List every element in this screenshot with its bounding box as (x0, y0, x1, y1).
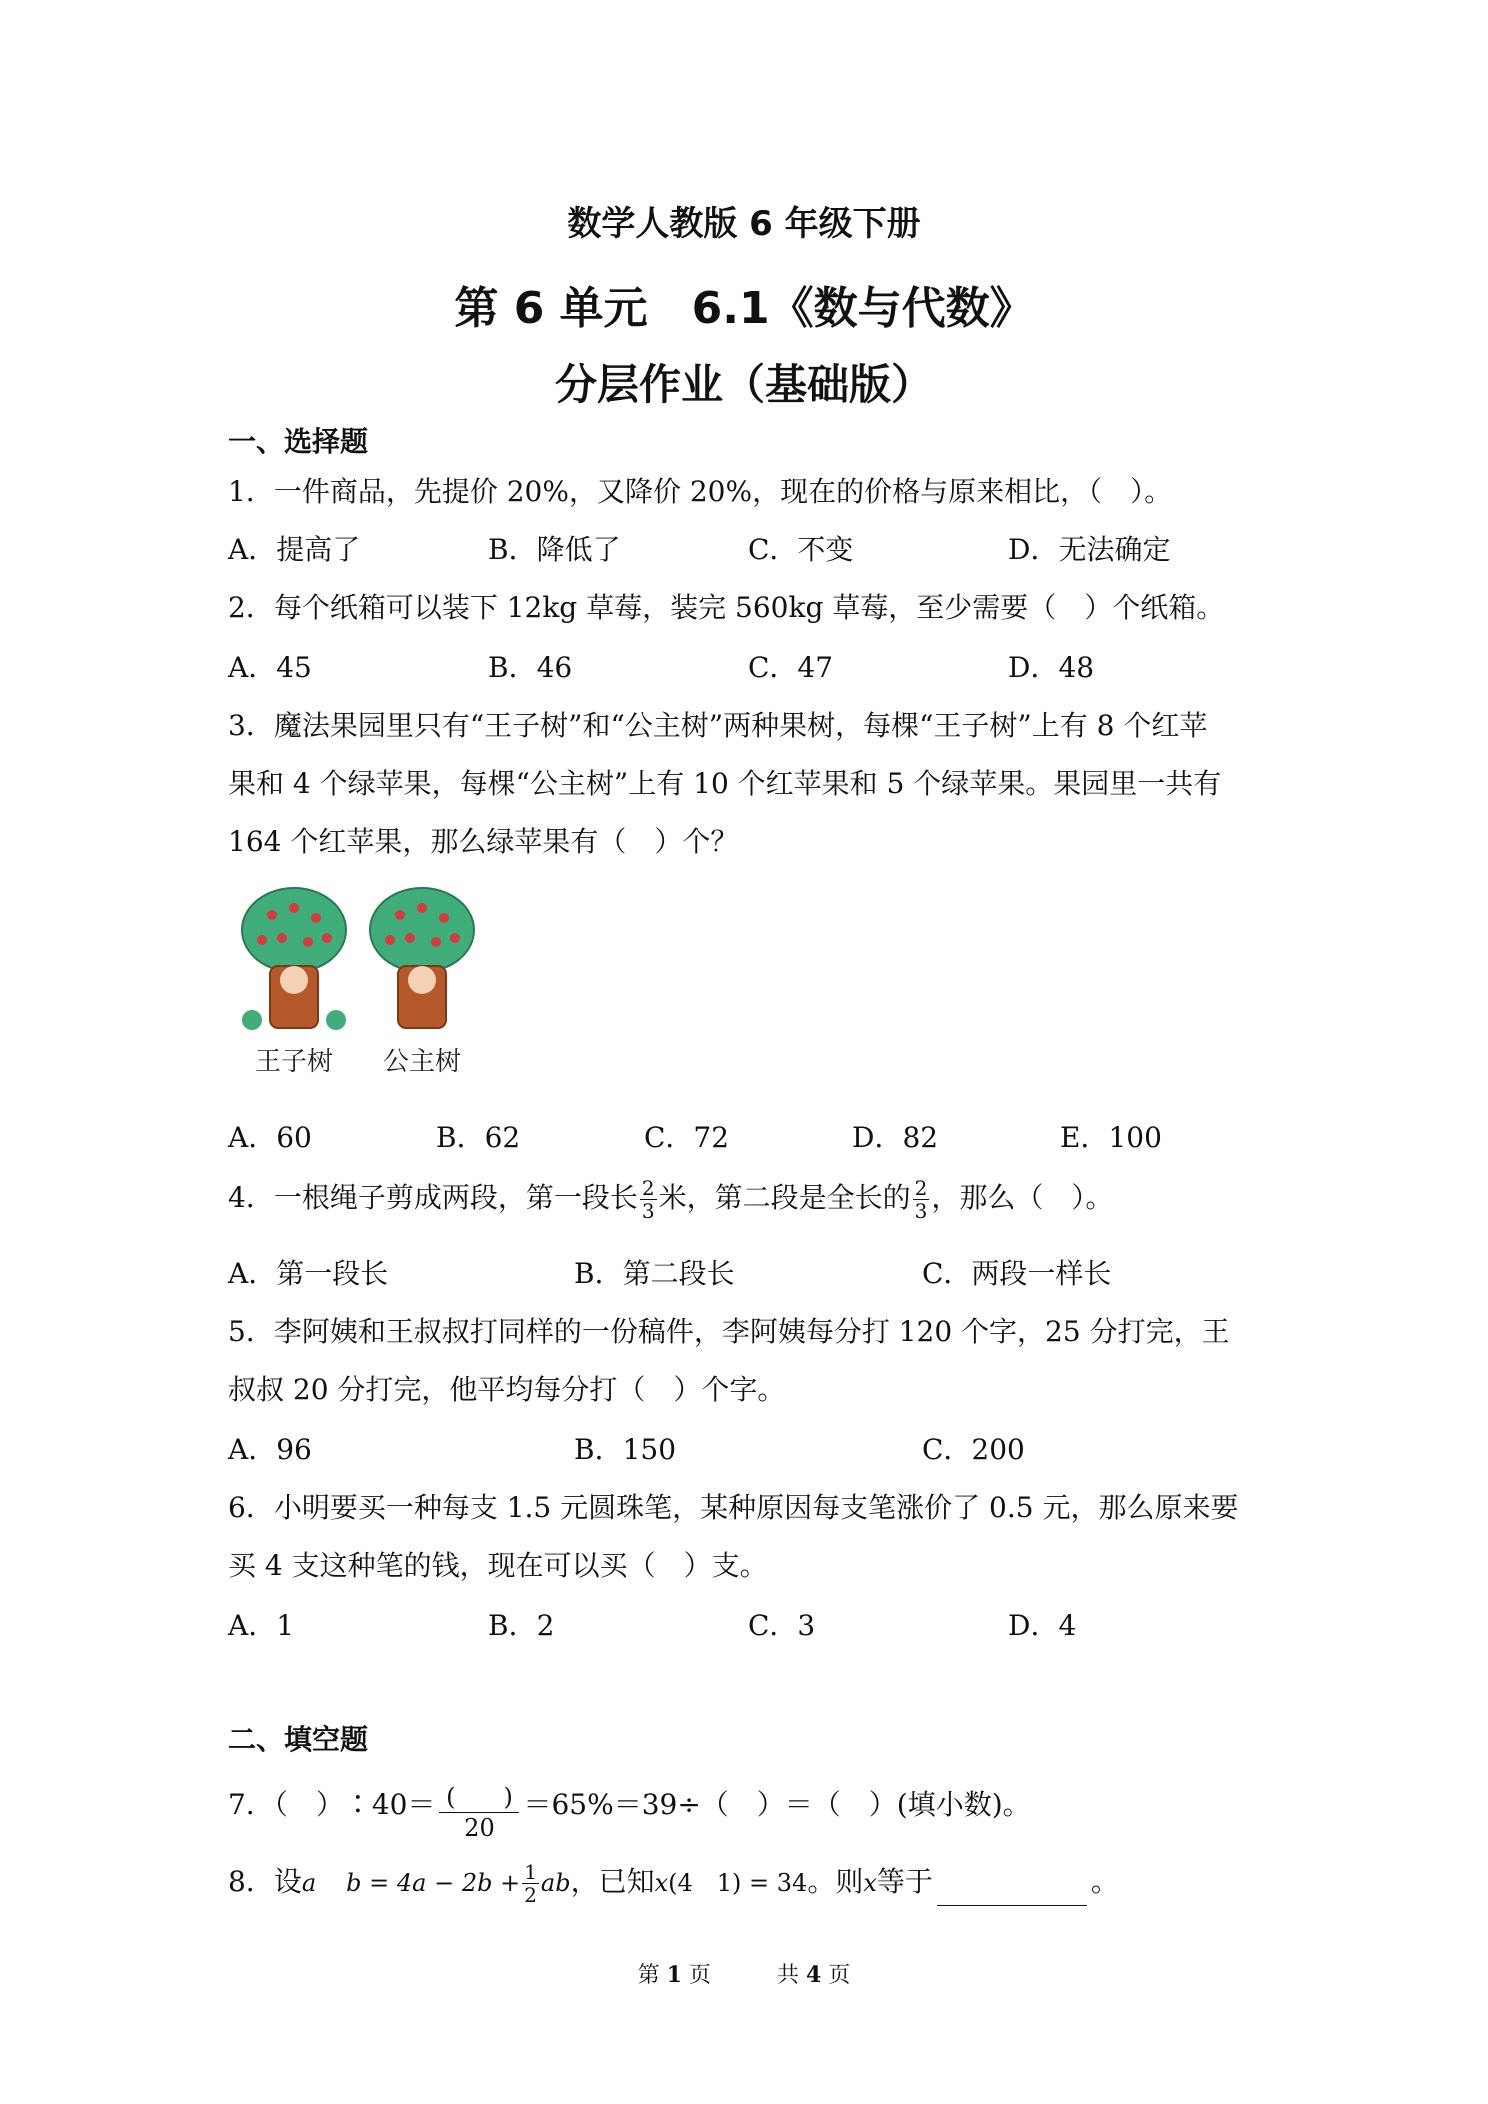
q2-option-b: B．46 (488, 651, 573, 684)
version-title: 分层作业（基础版） (554, 360, 933, 409)
question-7 (228, 1776, 1031, 1842)
q8-var-x-2: x (863, 1869, 877, 1897)
question-8 (228, 1860, 1119, 1906)
q8-var-a: a (301, 1869, 317, 1897)
question-3-line-3: 164 个红苹果，那么绿苹果有（ ）个？ (228, 825, 739, 858)
q4-text-3: ，那么（ ）。 (931, 1181, 1114, 1214)
q5-option-a: A．96 (228, 1433, 312, 1466)
q8-expression-2: ab (540, 1869, 571, 1897)
q1-option-c: C．不变 (748, 533, 854, 566)
page-number: 1 (666, 1962, 682, 1988)
question-6-line-2: 买 4 支这种笔的钱，现在可以买（ ）支。 (228, 1549, 768, 1582)
question-2: 2．每个纸箱可以装下 12kg 草莓，装完 560kg 草莓，至少需要（ ）个纸箱。 (228, 591, 1225, 624)
q3-option-e: E．100 (1060, 1121, 1162, 1154)
q8-var-x: x (654, 1869, 669, 1897)
q8-text-3: 。则 (807, 1865, 864, 1898)
q7-text-2: ＝65%＝39÷（ ）＝（ ）(填小数)。 (523, 1788, 1031, 1821)
question-3-line-1: 3．魔法果园里只有“王子树”和“公主树”两种果树，每棵“王子树”上有 8 个红苹 (228, 709, 1208, 742)
q4-option-a: A．第一段长 (228, 1257, 389, 1290)
q8-text-4: 等于 (876, 1865, 933, 1898)
q4-option-c: C．两段一样长 (922, 1257, 1112, 1290)
footer-mid: 页 共 (688, 1963, 799, 1988)
q1-option-d: D．无法确定 (1008, 533, 1171, 566)
section-choice-heading: 一、选择题 (228, 425, 369, 458)
trees-illustration (232, 880, 492, 1090)
q8-text-2: ，已知 (570, 1865, 655, 1898)
q6-option-b: B．2 (488, 1609, 555, 1642)
q3-option-d: D．82 (852, 1121, 939, 1154)
question-3-line-2: 果和 4 个绿苹果，每棵“公主树”上有 10 个红苹果和 5 个绿苹果。果园里一共有 (228, 767, 1222, 800)
q1-option-b: B．降低了 (488, 533, 621, 566)
question-6-line-1: 6．小明要买一种每支 1.5 元圆珠笔，某种原因每支笔涨价了 0.5 元，那么原来要 (228, 1491, 1239, 1524)
princess-tree-label: 公主树 (382, 1047, 462, 1077)
q4-text-2: 米，第二段是全长的 (658, 1181, 911, 1214)
q7-text-1: 7．（ ）∶40＝ (228, 1788, 436, 1821)
q4-option-b: B．第二段长 (574, 1257, 735, 1290)
q3-option-c: C．72 (644, 1121, 730, 1154)
q8-fraction: $\frac{1}{2}$ (524, 1860, 537, 1907)
page-total: 4 (806, 1962, 822, 1988)
unit-title: 第 6 单元 6.1《数与代数》 (454, 283, 1034, 334)
q3-option-b: B．62 (436, 1121, 521, 1154)
section-fill-heading: 二、填空题 (228, 1723, 369, 1756)
princess-tree-icon (370, 888, 474, 1028)
footer-prefix: 第 (637, 1963, 660, 1988)
q7-fraction: $\frac{( )}{20}$ (439, 1782, 519, 1843)
footer-suffix: 页 (828, 1963, 851, 1988)
question-1: 1．一件商品，先提价 20%，又降价 20%，现在的价格与原来相比，（ ）。 (228, 475, 1173, 508)
q2-option-a: A．45 (228, 651, 312, 684)
question-5-line-1: 5．李阿姨和王叔叔打同样的一份稿件，李阿姨每分打 120 个字，25 分打完，王 (228, 1315, 1230, 1348)
question-5-line-2: 叔叔 20 分打完，他平均每分打（ ）个字。 (228, 1373, 786, 1406)
q8-text-5: 。 (1090, 1865, 1119, 1898)
q4-fraction-1: $\frac{2}{3}$ (641, 1176, 655, 1223)
q1-option-a: A．提高了 (228, 533, 361, 566)
q8-answer-blank[interactable] (937, 1877, 1087, 1906)
q8-expression: b = 4a − 2b + (346, 1869, 521, 1897)
q3-option-a: A．60 (228, 1121, 312, 1154)
q8-text-1: 8．设 (228, 1865, 302, 1898)
q5-option-c: C．200 (922, 1433, 1025, 1466)
prince-tree-label: 王子树 (254, 1047, 334, 1077)
doc-subtitle: 数学人教版 6 年级下册 (567, 204, 921, 244)
q8-equation: (4 1) = 34 (668, 1869, 808, 1897)
q5-option-b: B．150 (574, 1433, 677, 1466)
page-footer (0, 1958, 1488, 1989)
q2-option-d: D．48 (1008, 651, 1095, 684)
q4-text-1: 4．一根绳子剪成两段，第一段长 (228, 1181, 638, 1214)
q6-option-a: A．1 (228, 1609, 295, 1642)
question-4 (228, 1176, 1113, 1222)
prince-tree-icon (242, 888, 346, 1030)
q2-option-c: C．47 (748, 651, 834, 684)
q4-fraction-2: $\frac{2}{3}$ (914, 1176, 928, 1223)
q6-option-d: D．4 (1008, 1609, 1077, 1642)
q6-option-c: C．3 (748, 1609, 816, 1642)
